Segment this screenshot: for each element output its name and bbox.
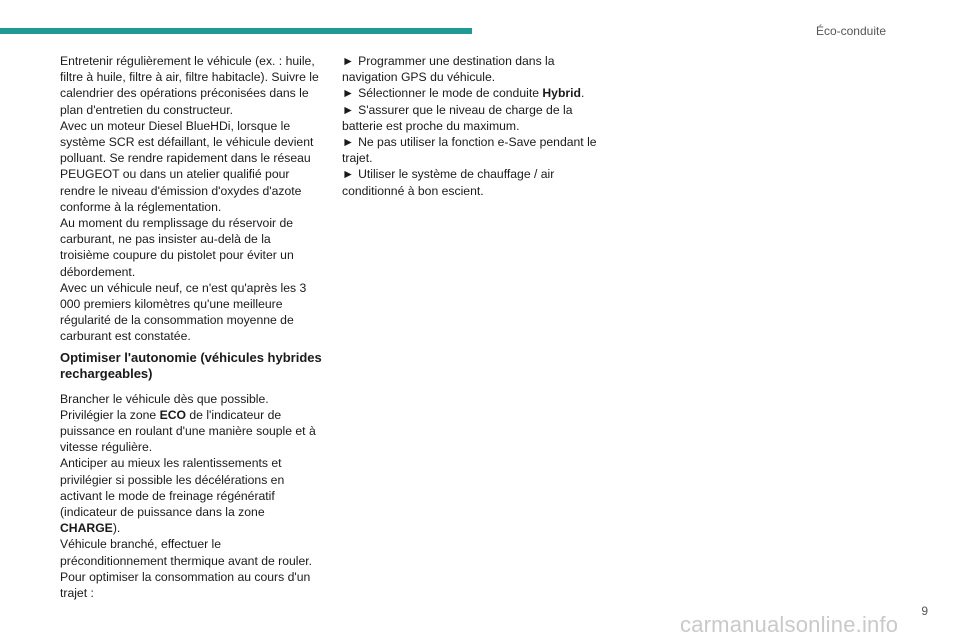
bullet-item-battery: [342, 102, 606, 134]
text-segment: Anticiper au mieux les ralentissements et privilégier si possible les décélérations en activant le mode de freinage régénératif (indicateur de puissance dans la zone: [60, 456, 285, 520]
charge-keyword: CHARGE: [60, 521, 113, 536]
bullet-text: Ne pas utiliser la fonction e-Save pendant le trajet.: [342, 135, 597, 166]
paragraph-refuel: Au moment du remplissage du réservoir de carburant, ne pas insister au-delà de la troisième coupure du pistolet pour éviter un débordement.: [60, 216, 294, 279]
paragraph-new-vehicle: Avec un véhicule neuf, ce n'est qu'après les 3 000 premiers kilomètres qu'une meilleure régularité de la consommation moyenne de carburant est constatée.: [60, 280, 307, 344]
bullet-item-heating: [342, 166, 606, 198]
section-title: Éco-conduite: [815, 24, 886, 38]
arrow-bullet-icon: ►: [342, 86, 355, 101]
bullet-text: .: [580, 86, 585, 101]
paragraph-preconditioning: Véhicule branché, effectuer le préconditionnement thermique avant de rouler.: [60, 537, 313, 568]
bullet-text: Programmer une destination dans la navigation GPS du véhicule.: [342, 54, 555, 85]
text-segment: ).: [112, 521, 121, 536]
bullet-item-esave: [342, 134, 606, 166]
arrow-bullet-icon: ►: [342, 102, 355, 117]
eco-keyword: ECO: [159, 407, 186, 422]
left-column: [60, 53, 322, 601]
paragraph-anticipate: [60, 455, 322, 536]
arrow-bullet-icon: ►: [342, 135, 355, 150]
hybrid-keyword: Hybrid: [542, 86, 581, 101]
paragraph-trip-intro: Pour optimiser la consommation au cours d'un trajet :: [60, 569, 311, 601]
bullet-item-hybrid-mode: [342, 85, 606, 101]
heading-optimize-range: Optimiser l'autonomie (véhicules hybrides rechargeables): [60, 349, 322, 382]
paragraph-plug-in: Brancher le véhicule dès que possible.: [60, 391, 269, 406]
paragraph-maintenance: Entretenir régulièrement le véhicule (ex. : huile, filtre à huile, filtre à air, filtre habitacle). Suivre le calendrier des opérations préconisées dans le plan d'entretien du constructeur.: [60, 54, 319, 117]
bullet-item-gps: [342, 53, 606, 85]
arrow-bullet-icon: ►: [342, 167, 355, 182]
bullet-text: S'assurer que le niveau de charge de la batterie est proche du maximum.: [342, 102, 573, 133]
watermark: carmanualsonline.info: [680, 612, 899, 637]
paragraph-bluehdi: Avec un moteur Diesel BlueHDi, lorsque le système SCR est défaillant, le véhicule devient polluant. Se rendre rapidement dans le réseau PEUGEOT ou dans un atelier qualifié pour rendre le niveau d'émission d'oxydes d'azote conforme à la réglementation.: [60, 118, 314, 214]
bullet-text: Sélectionner le mode de conduite: [358, 86, 543, 101]
header-accent-bar: [0, 28, 472, 34]
paragraph-eco-zone: [60, 407, 322, 456]
text-segment: de l'indicateur de puissance en roulant d'une manière souple et à vitesse régulière.: [60, 407, 316, 455]
arrow-bullet-icon: ►: [342, 54, 355, 68]
text-segment: Privilégier la zone: [60, 407, 160, 422]
page-number: 9: [921, 604, 928, 618]
bullet-text: Utiliser le système de chauffage / air conditionné à bon escient.: [342, 167, 555, 198]
right-column: [342, 53, 606, 199]
